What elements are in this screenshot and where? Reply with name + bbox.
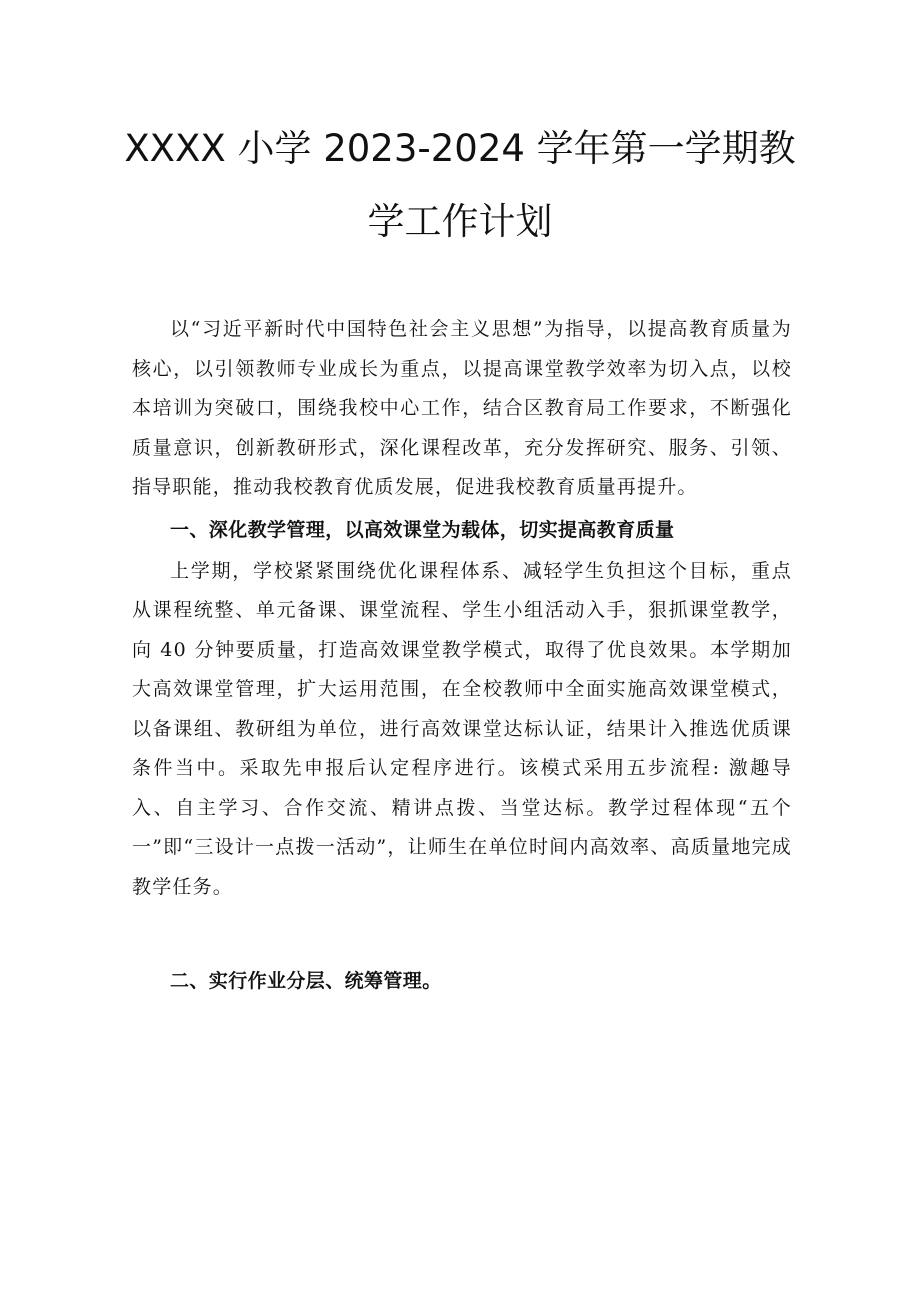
document-title-line-2: 学工作计划 (367, 200, 553, 243)
section-2-heading: 二、实行作业分层、统筹管理。 (170, 970, 442, 992)
section-1-heading: 一、深化教学管理，以高效课堂为载体，切实提高教育质量 (170, 518, 675, 541)
document-body (132, 310, 792, 1001)
document-title-line-1: XXXX 小学 2023-2024 学年第一学期教 (124, 127, 796, 170)
section-1-paragraph: 上学期，学校紧紧围绕优化课程体系、减轻学生负担这个目标，重点从课程统整、单元备课、课堂流程、学生小组活动入手，狠抓课堂教学，向 40 分钟要质量，打造高效课堂教学模式，取得了优良效果。本学期加大高效课堂管理，扩大运用范围，在全校教师中全面实施高效课堂模式，以备课组、教研组为单位，进行高效课堂达标认证，结果计入推选优质课条件当中。采取先申报后认定程序进行。该模式采用五步流程: 激趣导入、自主学习、合作交流、精讲点拨、当堂达标。教学过程体现“五个一”即“三设计一点拨一活动”，让师生在单位时间内高效率、高质量地完成教学任务。 (132, 559, 792, 898)
intro-paragraph: 以“习近平新时代中国特色社会主义思想”为指导，以提高教育质量为核心，以引领教师专业成长为重点，以提高课堂教学效率为切入点，以校本培训为突破口，围绕我校中心工作，结合区教育局工作要求，不断强化质量意识，创新教研形式，深化课程改革，充分发挥研究、服务、引领、指导职能，推动我校教育优质发展，促进我校教育质量再提升。 (132, 318, 792, 498)
